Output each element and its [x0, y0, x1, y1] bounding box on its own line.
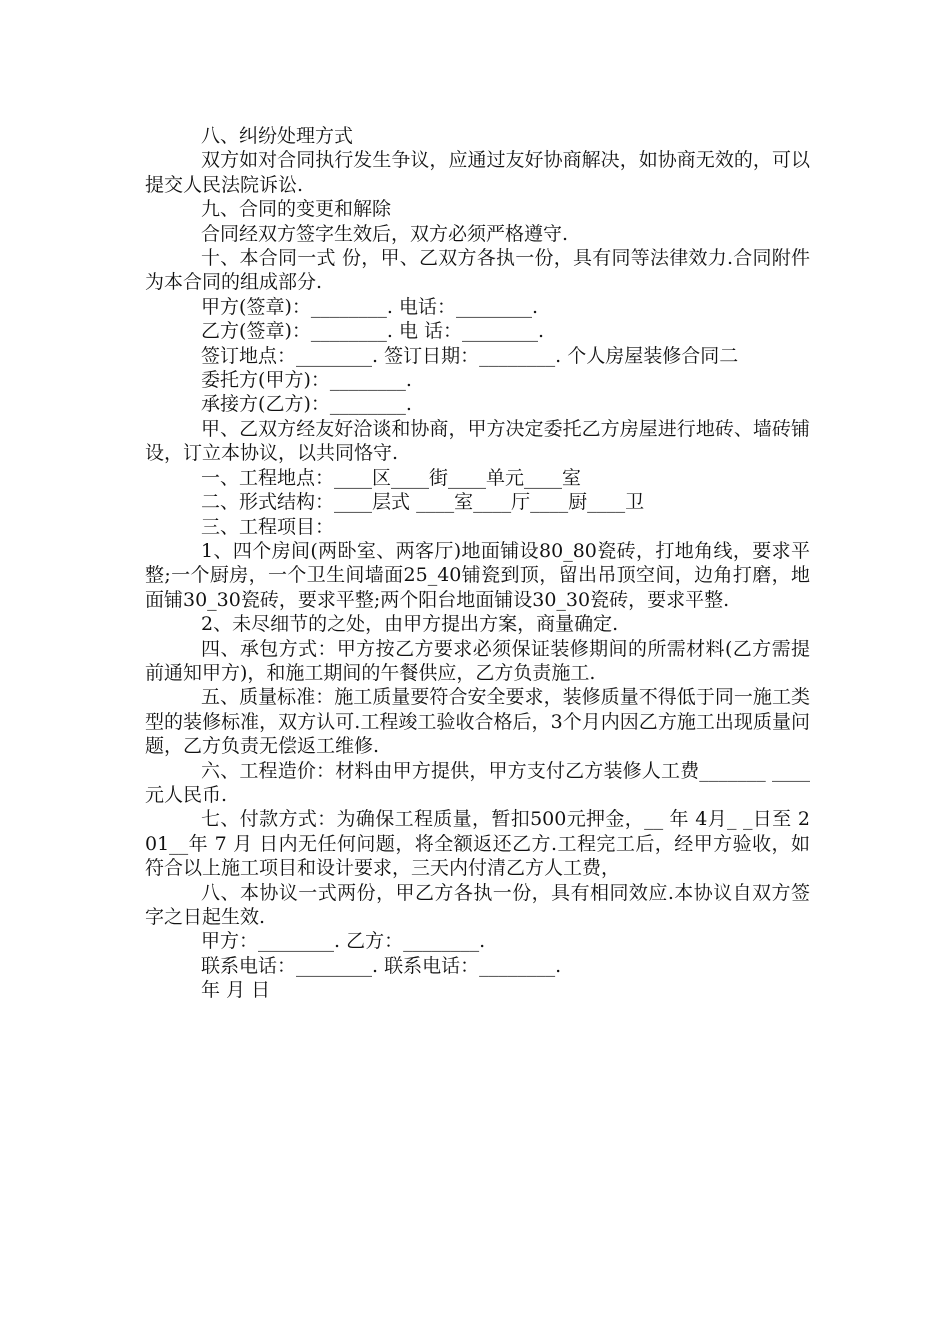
paragraph-payment-method: 七、付款方式：为确保工程质量，暂扣500元押金，__ 年 4月_ _日至 201__年 7 月 日内无任何问题，将全额返还乙方.工程完工后，经甲方验收，如符合以上施工项目和设计要求，三天内付清乙方人工费， [145, 808, 810, 880]
structure-form-line: 二、形式结构：____层式 ____室____厅____厨____卫 [201, 491, 645, 514]
contact-phone-line: 联系电话：________. 联系电话：________. [201, 954, 562, 977]
signature-line-party-b: 乙方(签章)：________. 电 话：________. [201, 320, 545, 343]
section-heading-amendment: 九、合同的变更和解除 [201, 198, 392, 221]
paragraph-amendment: 合同经双方签字生效后，双方必须严格遵守. [201, 222, 569, 245]
paragraph-dispute-resolution: 双方如对合同执行发生争议，应通过友好协商解决，如协商无效的，可以提交人民法院诉讼. [145, 149, 810, 196]
paragraph-copies: 十、本合同一式 份，甲、乙双方各执一份，具有同等法律效力.合同附件为本合同的组成部分. [145, 247, 810, 294]
paragraph-preamble: 甲、乙双方经友好洽谈和协商，甲方决定委托乙方房屋进行地砖、墙砖铺设，订立本协议，以共同恪守. [145, 417, 810, 465]
section-heading-project-items: 三、工程项目： [201, 515, 335, 538]
project-item-1: 1、四个房间(两卧室、两客厅)地面铺设80_80瓷砖，打地角线，要求平整;一个厨房，一个卫生间墙面25_40铺瓷到顶，留出吊顶空间，边角打磨，地面铺30_30瓷砖，要求平整;两个阳台地面铺设30_30瓷砖，要求平整. [145, 539, 810, 611]
project-item-2: 2、未尽细节的之处，由甲方提出方案，商量确定. [201, 613, 619, 636]
contractor-party-line: 承接方(乙方)：________. [201, 393, 412, 416]
signature-line-parties: 甲方：________. 乙方：________. [201, 930, 486, 953]
paragraph-project-cost: 六、工程造价：材料由甲方提供，甲方支付乙方装修人工费_______ ____元人民币. [145, 759, 810, 806]
signature-line-party-a: 甲方(签章)：________. 电话：________. [201, 295, 538, 318]
paragraph-quality-standard: 五、质量标准：施工质量要符合安全要求，装修质量不得低于同一施工类型的装修标准，双方认可.工程竣工验收合格后，3个月内因乙方施工出现质量问题，乙方负责无偿返工维修. [145, 686, 810, 758]
client-party-line: 委托方(甲方)：________. [201, 369, 412, 392]
paragraph-agreement-copies: 八、本协议一式两份，甲乙方各执一份，具有相同效应.本协议自双方签字之日起生效. [145, 881, 810, 928]
date-line: 年 月 日 [201, 979, 271, 1002]
project-location-line: 一、工程地点：____区____街____单元____室 [201, 466, 582, 489]
contract-text-body [145, 124, 810, 1003]
section-heading-dispute: 八、纠纷处理方式 [201, 125, 354, 147]
signing-place-date-line: 签订地点：________. 签订日期：________. 个人房屋装修合同二 [201, 344, 739, 367]
paragraph-contract-method: 四、承包方式：甲方按乙方要求必须保证装修期间的所需材料(乙方需提前通知甲方)，和施工期间的午餐供应，乙方负责施工. [145, 637, 810, 684]
